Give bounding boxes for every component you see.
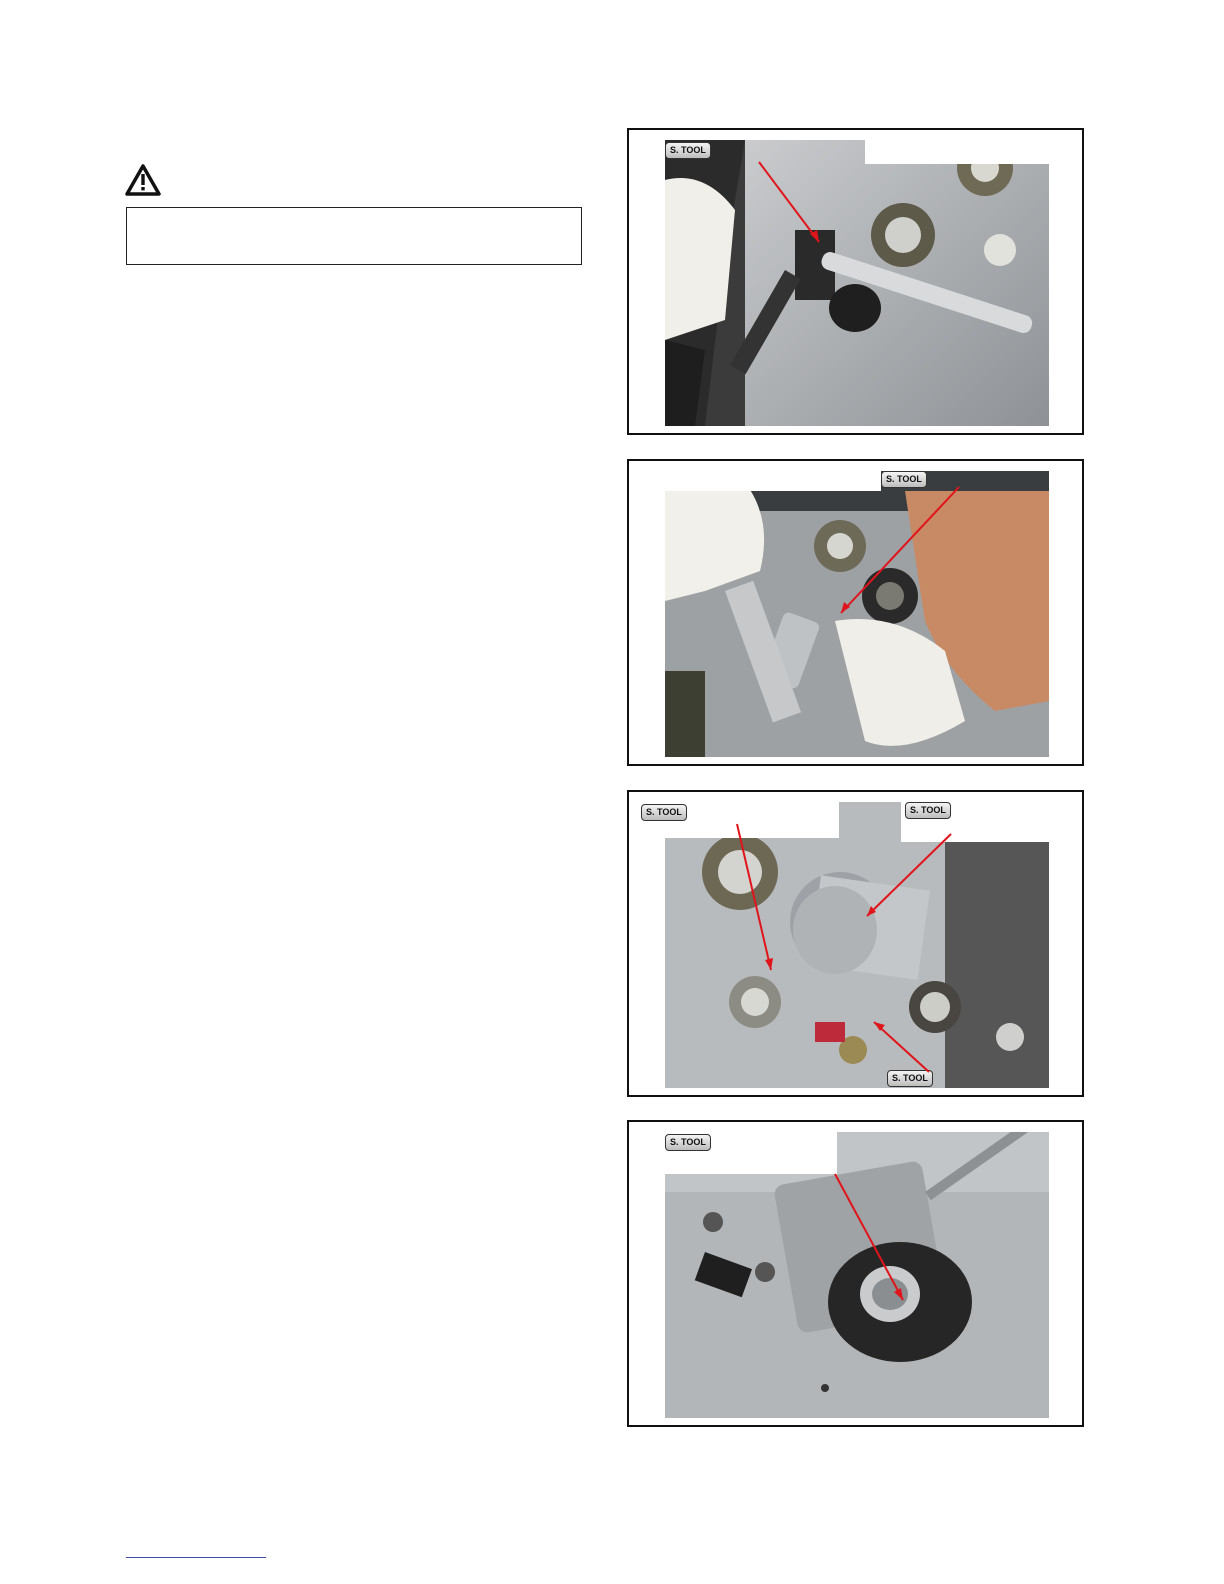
label-mask bbox=[865, 140, 1049, 164]
warning-triangle-icon bbox=[125, 164, 161, 196]
special-tool-label: S. TOOL bbox=[665, 1134, 711, 1151]
label-mask bbox=[665, 471, 881, 491]
footer-link-underline bbox=[126, 1557, 266, 1558]
special-tool-label-bottom: S. TOOL bbox=[887, 1070, 933, 1087]
photo-cylinder-tool-nut bbox=[665, 1132, 1049, 1418]
photo-installer-drifts bbox=[665, 802, 1049, 1088]
figure-3 bbox=[627, 790, 1084, 1097]
photo-bearing-puller bbox=[665, 140, 1049, 426]
figure-2 bbox=[627, 459, 1084, 766]
special-tool-label: S. TOOL bbox=[881, 471, 927, 488]
photo-bearing-installer bbox=[665, 471, 1049, 757]
label-mask bbox=[665, 802, 839, 838]
special-tool-label-right: S. TOOL bbox=[905, 802, 951, 819]
figure-1 bbox=[627, 128, 1084, 435]
special-tool-label-left: S. TOOL bbox=[641, 804, 687, 821]
figure-4 bbox=[627, 1120, 1084, 1427]
caution-box bbox=[126, 207, 582, 265]
special-tool-label: S. TOOL bbox=[665, 142, 711, 159]
